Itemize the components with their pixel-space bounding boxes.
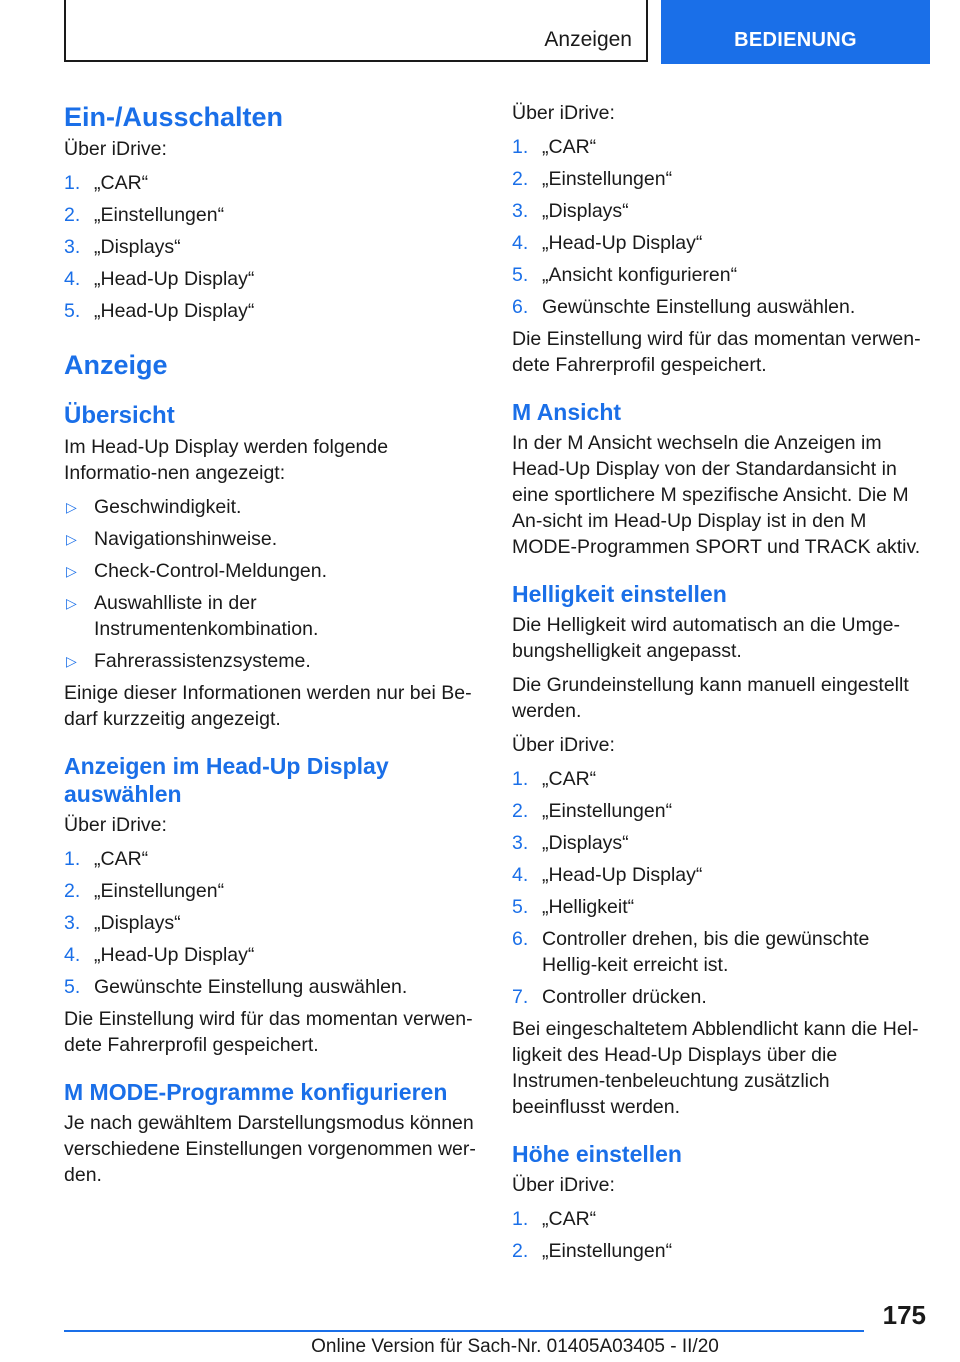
steps-mmode [512,134,926,320]
list-item [512,862,926,888]
step-number: 2. [64,880,81,902]
list-item [64,170,478,196]
step-text: „CAR“ [542,136,597,158]
intro-text: Über iDrive: [512,102,615,124]
triangle-right-icon: ▷ [66,653,77,669]
step-text: „CAR“ [542,1208,597,1230]
step-text: „Displays“ [94,236,181,258]
triangle-right-icon: ▷ [66,499,77,515]
step-number: 1. [512,768,529,790]
step-text: „CAR“ [94,172,149,194]
steps-brightness [512,766,926,1010]
triangle-right-icon: ▷ [66,563,77,579]
list-item [64,202,478,228]
heading-helligkeit: Helligkeit einstellen [512,581,727,607]
step-number: 2. [512,168,529,190]
heading-anzeigen-auswaehlen: Anzeigen im Head-Up Display auswählen [64,753,389,807]
step-number: 2. [64,204,81,226]
steps-onoff [64,170,478,324]
step-number: 1. [64,172,81,194]
step-number: 3. [64,912,81,934]
step-text: „Einstellungen“ [542,800,673,822]
list-item [64,648,478,674]
section-tab [661,0,930,64]
list-item [64,266,478,292]
step-number: 2. [512,800,529,822]
step-text: Gewünschte Einstellung auswählen. [542,296,856,318]
step-text: Gewünschte Einstellung auswählen. [94,976,408,998]
heading-hoehe: Höhe einstellen [512,1141,682,1167]
list-item [512,894,926,920]
list-item [64,974,478,1000]
triangle-right-icon: ▷ [66,531,77,547]
step-number: 3. [512,832,529,854]
page-number: 175 [882,1300,926,1330]
list-item [64,558,478,584]
list-item [512,230,926,256]
step-text: „Head-Up Display“ [542,864,703,886]
step-number: 5. [512,896,529,918]
step-number: 4. [64,944,81,966]
step-number: 3. [64,236,81,258]
step-text: „Head-Up Display“ [94,268,255,290]
list-item [64,942,478,968]
chapter-title: Anzeigen [544,28,632,51]
chapter-tab [64,0,648,62]
step-number: 4. [512,864,529,886]
mview-text: In der M Ansicht wechseln die Anzeigen im Head-Up Display von der Standardansicht in eine sportlichere M spezifische Ansicht. Die M An-sicht im Head-Up Display ist in den M MODE-Programmen SPORT und TRACK aktiv. [512,432,921,558]
bullet-text: Geschwindigkeit. [94,496,242,518]
step-text: „Displays“ [94,912,181,934]
page-header [64,0,930,66]
intro-text: Über iDrive: [512,734,615,756]
step-text: „Einstellungen“ [94,204,225,226]
footer-text [0,1336,960,1358]
step-text: „CAR“ [94,848,149,870]
step-text: „Helligkeit“ [542,896,635,918]
step-text: „Einstellungen“ [542,1240,673,1262]
step-number: 4. [64,268,81,290]
mmode-note: Die Einstellung wird für das momentan verwen-dete Fahrerprofil gespeichert. [512,328,921,376]
list-item [512,134,926,160]
step-text: „Head-Up Display“ [94,300,255,322]
steps-height [512,1206,926,1264]
step-number: 7. [512,986,529,1008]
bullet-text: Auswahlliste in der Instrumentenkombination. [94,592,319,640]
step-text: Controller drehen, bis die gewünschte Hellig-keit erreicht ist. [542,928,870,976]
step-number: 5. [64,976,81,998]
list-item [512,294,926,320]
list-item [512,766,926,792]
step-number: 1. [64,848,81,870]
list-item [512,798,926,824]
intro-text: Über iDrive: [64,814,167,836]
step-text: „Head-Up Display“ [542,232,703,254]
list-item [512,926,926,978]
heading-uebersicht: Übersicht [64,402,175,429]
display-note: Einige dieser Informationen werden nur bei Be-darf kurzzeitig angezeigt. [64,682,472,730]
mmode-text: Je nach gewähltem Darstellungsmodus können verschiedene Einstellungen vorgenommen wer-den. [64,1112,476,1186]
step-text: „Displays“ [542,200,629,222]
list-item [512,1238,926,1264]
bullet-text: Navigationshinweise. [94,528,278,550]
intro-text: Über iDrive: [64,138,167,160]
list-item [512,166,926,192]
overview-text: Im Head-Up Display werden folgende Informatio-nen angezeigt: [64,436,389,484]
step-number: 1. [512,1208,529,1230]
heading-ein-ausschalten: Ein-/Ausschalten [64,102,284,132]
list-item [64,846,478,872]
step-text: „Ansicht konfigurieren“ [542,264,738,286]
list-item [64,526,478,552]
heading-m-mode: M MODE-Programme konfigurieren [64,1079,448,1105]
left-column [64,100,478,1196]
list-item [512,830,926,856]
step-text: „Head-Up Display“ [94,944,255,966]
heading-m-ansicht: M Ansicht [512,399,622,425]
bullet-text: Fahrerassistenzsysteme. [94,650,311,672]
list-item [64,878,478,904]
step-text: „Einstellungen“ [94,880,225,902]
list-item [512,198,926,224]
triangle-right-icon: ▷ [66,595,77,611]
select-note: Die Einstellung wird für das momentan verwen-dete Fahrerprofil gespeichert. [64,1008,473,1056]
step-text: „CAR“ [542,768,597,790]
bullet-text: Check-Control-Meldungen. [94,560,328,582]
brightness-note: Bei eingeschaltetem Abblendlicht kann die Hel-ligkeit des Head-Up Displays über die Instrumen-tenbeleuchtung zusätzlich beeinflusst werden. [512,1018,919,1118]
step-number: 5. [512,264,529,286]
heading-anzeige: Anzeige [64,350,168,380]
list-item [64,494,478,520]
step-number: 6. [512,296,529,318]
list-item [512,262,926,288]
brightness-text-2: Die Grundeinstellung kann manuell eingestellt werden. [512,674,909,722]
list-item [64,234,478,260]
section-title: BEDIENUNG [734,29,857,51]
list-item [512,984,926,1010]
list-item [64,910,478,936]
steps-select [64,846,478,1000]
step-number: 6. [512,928,529,950]
list-item [512,1206,926,1232]
step-text: „Einstellungen“ [542,168,673,190]
step-number: 5. [64,300,81,322]
intro-text: Über iDrive: [512,1174,615,1196]
step-number: 2. [512,1240,529,1262]
bullet-list [64,494,478,674]
list-item [64,298,478,324]
step-number: 1. [512,136,529,158]
step-number: 3. [512,200,529,222]
step-number: 4. [512,232,529,254]
step-text: „Displays“ [542,832,629,854]
brightness-text-1: Die Helligkeit wird automatisch an die Umge-bungshelligkeit angepasst. [512,614,900,662]
footer-version: Online Version für Sach-Nr. 01405A03405 - II/20 [311,1336,719,1357]
step-text: Controller drücken. [542,986,707,1008]
footer-divider [64,1330,864,1332]
right-column [512,100,926,1270]
list-item [64,590,478,642]
